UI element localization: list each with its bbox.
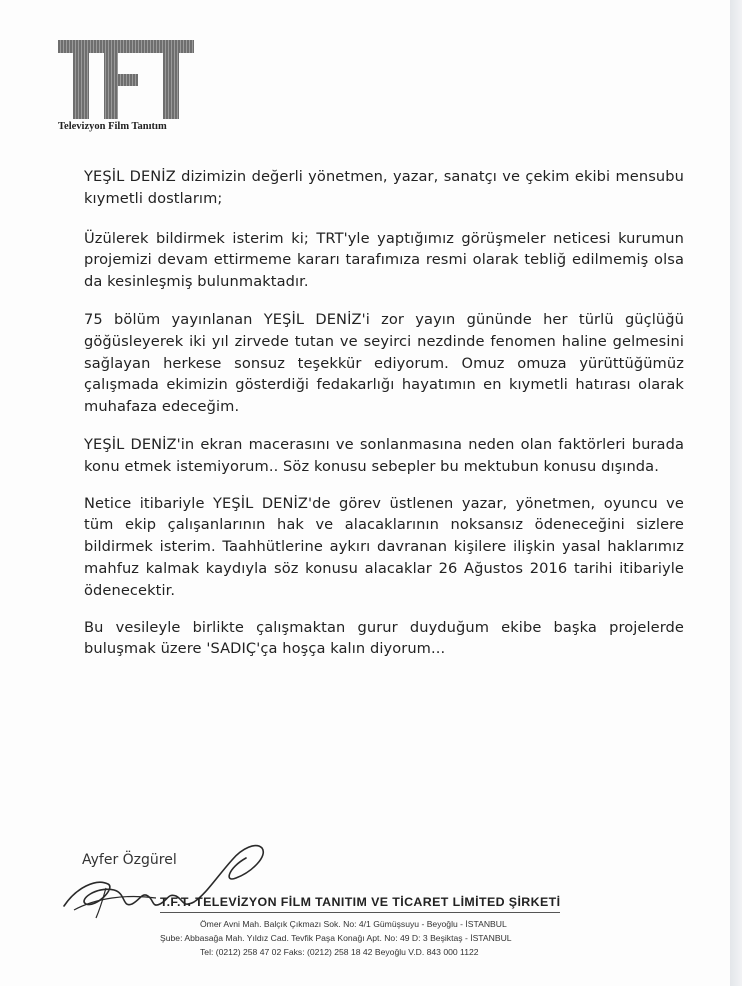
letter-body xyxy=(84,166,684,660)
paragraph-payments: Netice itibariyle YEŞİL DENİZ'de görev üstlenen yazar, yönetmen, oyuncu ve tüm ekip çalışanlarının hak ve alacaklarının noksansız ödeneceğini sizlere bildirmek isterim. Taahhütlerine aykırı davranan kişilere ilişkin yasal haklarımız mahfuz kalmak kaydıyla söz konusu alacaklar 26 Ağustos 2016 tarihi itibariyle ödenecektir. xyxy=(84,494,684,599)
logo-caption: Televizyon Film Tanıtım xyxy=(58,121,167,132)
paragraph-salutation: YEŞİL DENİZ dizimizin değerli yönetmen, yazar, sanatçı ve çekim ekibi mensubu kıymetli dostlarım; xyxy=(84,168,684,207)
paragraph-farewell: Bu vesileyle birlikte çalışmaktan gurur duyduğum ekibe başka projelerde buluşmak üzere 'SADIÇ'ça hoşça kalın diyorum... xyxy=(84,618,684,658)
handwritten-signature xyxy=(56,838,286,928)
address-line-2: Şube: Abbasağa Mah. Yıldız Cad. Tevfik Paşa Konağı Apt. No: 49 D: 3 Beşiktaş - İSTANBUL xyxy=(160,933,512,943)
paragraph-announcement: Üzülerek bildirmek isterim ki; TRT'yle yaptığımız görüşmeler neticesi kurumun projemizi devam ettirmeme kararı tarafımıza resmi olarak tebliğ edilmemiş olsa da kesinleşmiş bulunmaktadır. xyxy=(84,229,684,291)
footer-divider xyxy=(160,912,560,913)
paragraph-reasons: YEŞİL DENİZ'in ekran macerasını ve sonlanmasına neden olan faktörleri burada konu etmek istemiyorum.. Söz konusu sebepler bu mektubun konusu dışında. xyxy=(84,435,684,475)
signer-name: Ayfer Özgürel xyxy=(82,852,177,868)
address-line-1: Ömer Avni Mah. Balçık Çıkmazı Sok. No: 4/1 Gümüşsuyu - Beyoğlu - İSTANBUL xyxy=(200,919,507,929)
scan-border xyxy=(730,0,742,986)
contact-line: Tel: (0212) 258 47 02 Faks: (0212) 258 18 42 Beyoğlu V.D. 843 000 1122 xyxy=(200,947,479,957)
company-name: T.F.T. TELEVİZYON FİLM TANITIM VE TİCARET LİMİTED ŞİRKETİ xyxy=(160,895,561,909)
paragraph-thanks: 75 bölüm yayınlanan YEŞİL DENİZ'i zor yayın gününde her türlü güçlüğü göğüsleyerek iki yıl zirvede tutan ve seyirci nezdinde fenomen haline gelmesini sağlayan herkese sonsuz teşekkür ediyorum. Omuz omuza yürüttüğümüz çalışmada ekimizin gösterdiği fedakarlığı hayatımın en kıymetli hatırası olarak muhafaza edeceğim. xyxy=(84,310,684,416)
